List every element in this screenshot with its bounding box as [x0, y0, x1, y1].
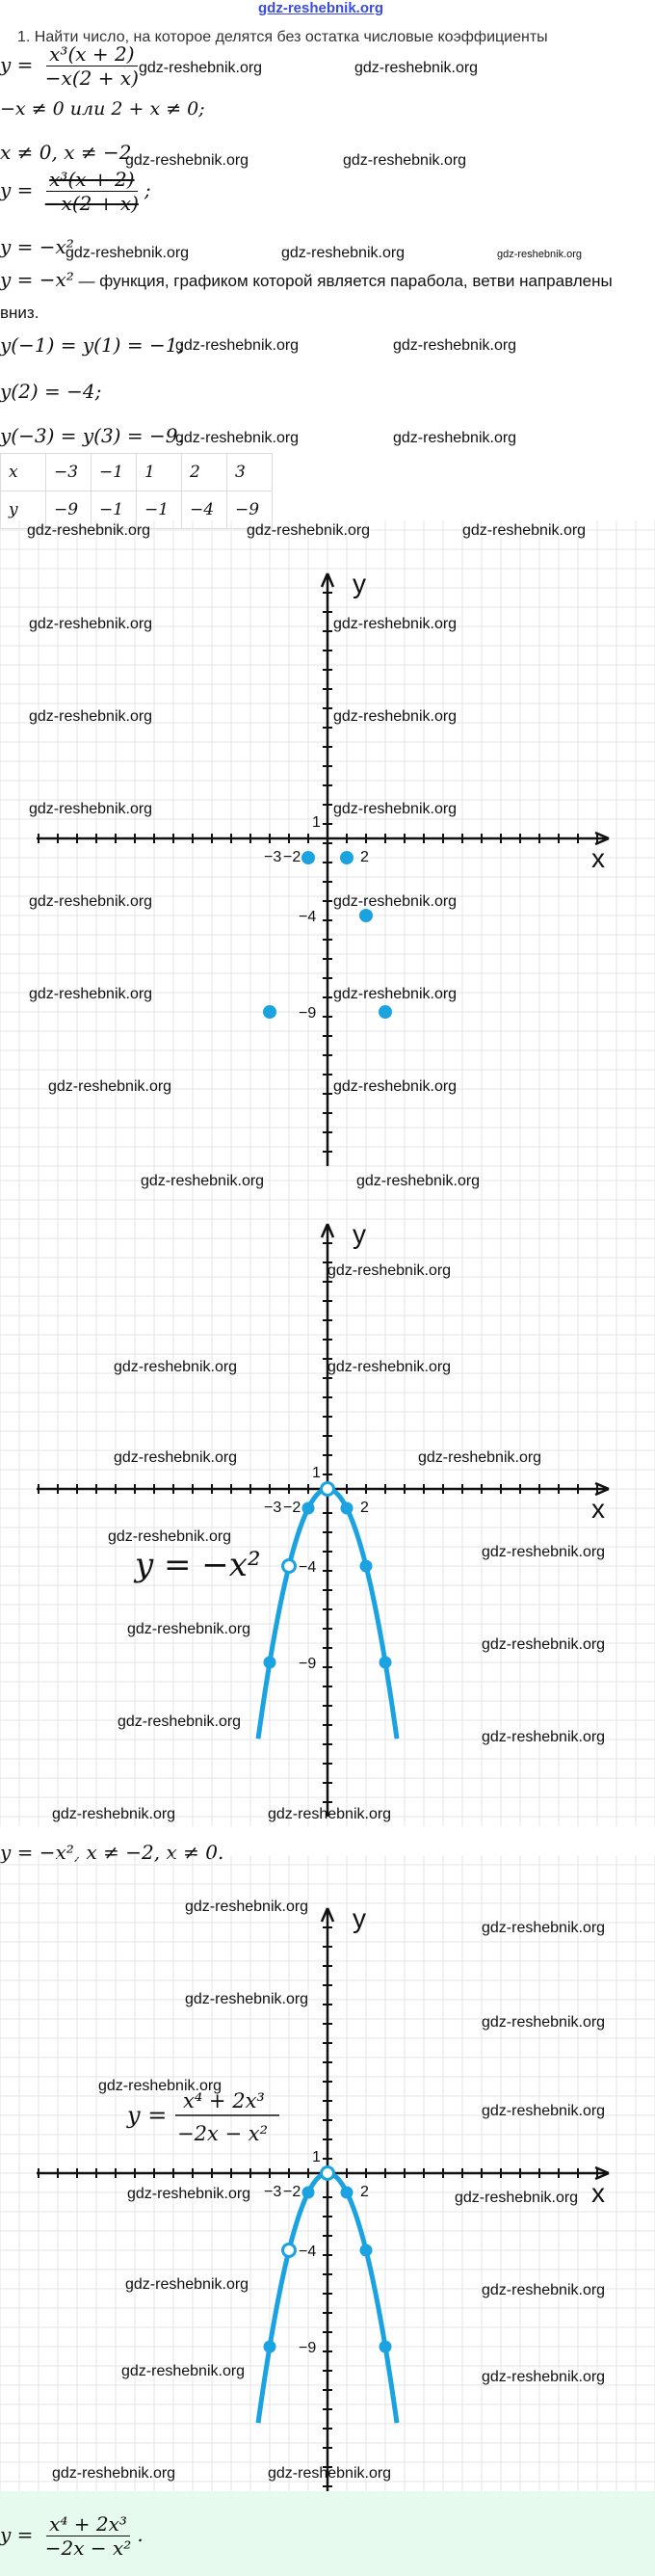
- watermark: gdz-reshebnik.org: [114, 1359, 238, 1375]
- watermark: gdz-reshebnik.org: [29, 708, 153, 725]
- eq1-numerator: x³(x + 2): [46, 42, 137, 66]
- watermark: gdz-reshebnik.org: [482, 2014, 606, 2031]
- tick-label-2: 2: [360, 1500, 369, 1516]
- watermark: gdz-reshebnik.org: [108, 1528, 232, 1545]
- watermark: gdz-reshebnik.org: [114, 1449, 238, 1466]
- watermark: gdz-reshebnik.org: [29, 986, 153, 1002]
- watermark: gdz-reshebnik.org: [247, 522, 371, 539]
- graph-points: [0, 520, 655, 1176]
- data-point: [341, 1502, 354, 1515]
- watermark: gdz-reshebnik.org: [118, 1713, 242, 1730]
- watermark: gdz-reshebnik.org: [127, 1621, 251, 1637]
- y-axis-label: y: [353, 1903, 366, 1933]
- final-lhs: y =: [0, 2523, 34, 2546]
- graph-formula: y = −x²: [135, 1546, 261, 1584]
- value-line-1: y(−1) = y(1) = −1;: [0, 333, 185, 357]
- eq2-lhs: y =: [0, 178, 34, 201]
- watermark: gdz-reshebnik.org: [328, 1262, 452, 1279]
- tick-label-1: 1: [312, 1465, 321, 1481]
- eq1-denominator: −x(2 + x): [44, 66, 139, 90]
- description: [0, 264, 655, 330]
- eq2-fraction: [42, 168, 142, 215]
- graph-formula-numerator: x⁴ + 2x³: [183, 2089, 265, 2112]
- watermark: gdz-reshebnik.org: [333, 801, 458, 817]
- watermark: gdz-reshebnik.org: [127, 2186, 251, 2202]
- eq2-denominator: −x(2 + x): [44, 192, 139, 215]
- equation-1: [0, 42, 144, 90]
- watermark: gdz-reshebnik.org: [482, 1636, 606, 1653]
- watermark: gdz-reshebnik.org: [121, 2363, 246, 2379]
- tick-label-m2: −2: [283, 849, 301, 865]
- site-watermark-link[interactable]: gdz-reshebnik.org: [258, 0, 384, 16]
- y-axis-label: y: [353, 569, 366, 598]
- table-cell: −4: [182, 491, 227, 529]
- tick-label-m4: −4: [299, 1559, 317, 1576]
- table-cell: −3: [46, 454, 92, 491]
- tick-label-1: 1: [312, 814, 321, 831]
- tick-label-m3: −3: [264, 849, 282, 865]
- watermark: gdz-reshebnik.org: [333, 708, 458, 725]
- final-formula: [0, 2512, 144, 2560]
- watermark: gdz-reshebnik.org: [141, 1173, 265, 1189]
- table-cell: −1: [92, 454, 137, 491]
- tick-label-2: 2: [360, 2184, 369, 2200]
- graph-formula-denominator: −2x − x²: [177, 2122, 269, 2145]
- domain-line: x ≠ 0, x ≠ −2: [0, 141, 132, 164]
- data-point: [360, 2244, 373, 2257]
- tick-label-m2: −2: [283, 1500, 301, 1516]
- excluded-point: [283, 2244, 296, 2257]
- final-denominator: −2x − x²: [44, 2536, 132, 2560]
- watermark: gdz-reshebnik.org: [139, 60, 263, 76]
- data-point: [341, 2187, 354, 2199]
- eq2-tail: ;: [144, 178, 151, 201]
- data-point: [264, 1657, 276, 1669]
- task-text: Найти число, на которое делятся без остатка числовые коэффициенты: [34, 29, 548, 45]
- table-cell: −9: [46, 491, 92, 529]
- task-number: 1.: [17, 29, 31, 45]
- eq1-fraction: [42, 42, 142, 90]
- final-fraction: [42, 2512, 135, 2560]
- table-cell: 1: [137, 454, 182, 491]
- watermark: gdz-reshebnik.org: [482, 1729, 606, 1745]
- watermark: gdz-reshebnik.org: [393, 337, 517, 354]
- excluded-point: [283, 1560, 296, 1573]
- watermark: gdz-reshebnik.org: [29, 801, 153, 817]
- tick-label-m3: −3: [264, 1500, 282, 1516]
- watermark: gdz-reshebnik.org: [418, 1449, 542, 1466]
- watermark: gdz-reshebnik.org: [29, 616, 153, 632]
- watermark: gdz-reshebnik.org: [52, 2465, 176, 2482]
- y-axis-label: y: [353, 1219, 366, 1249]
- watermark: gdz-reshebnik.org: [328, 1359, 452, 1375]
- watermark: gdz-reshebnik.org: [482, 2103, 606, 2119]
- description-math: y = −x²: [0, 268, 74, 291]
- watermark: gdz-reshebnik.org: [268, 1806, 392, 1822]
- tick-label-m4: −4: [299, 2244, 317, 2260]
- watermark: gdz-reshebnik.org: [333, 893, 458, 910]
- watermark: gdz-reshebnik.org: [185, 1899, 309, 1915]
- simplified-line: y = −x²: [0, 235, 74, 258]
- table-cell: −1: [137, 491, 182, 529]
- watermark: gdz-reshebnik.org: [343, 152, 467, 169]
- value-line-3: y(−3) = y(3) = −9.: [0, 424, 184, 447]
- table-cell: x: [1, 454, 46, 491]
- table-cell: −1: [92, 491, 137, 529]
- restriction-line: y = −x², x ≠ −2, x ≠ 0.: [0, 1841, 224, 1864]
- watermark-small: gdz-reshebnik.org: [497, 249, 583, 260]
- data-point: [302, 2187, 315, 2199]
- final-answer-box: [0, 2491, 655, 2576]
- tick-label-m3: −3: [264, 2184, 282, 2200]
- watermark: gdz-reshebnik.org: [125, 152, 249, 169]
- watermark: gdz-reshebnik.org: [185, 1991, 309, 2007]
- data-point: [379, 1005, 392, 1019]
- watermark: gdz-reshebnik.org: [482, 2369, 606, 2385]
- data-point: [264, 2341, 276, 2353]
- final-tail: .: [137, 2523, 144, 2546]
- watermark: gdz-reshebnik.org: [354, 60, 479, 76]
- condition-line: −x ≠ 0 или 2 + x ≠ 0;: [0, 98, 205, 120]
- watermark: gdz-reshebnik.org: [333, 1078, 458, 1095]
- table-cell: 2: [182, 454, 227, 491]
- excluded-point: [322, 2167, 334, 2180]
- eq2-numerator: x³(x + 2): [46, 168, 137, 192]
- data-point: [380, 2341, 392, 2353]
- value-line-2: y(2) = −4;: [0, 380, 102, 403]
- data-point: [263, 1005, 276, 1019]
- data-point: [301, 851, 315, 864]
- equation-2: [0, 168, 151, 215]
- data-point: [360, 1560, 373, 1573]
- watermark: gdz-reshebnik.org: [175, 337, 300, 354]
- graph-parabola: [0, 1171, 655, 1826]
- table-row-x: [1, 454, 273, 491]
- watermark: gdz-reshebnik.org: [125, 2276, 249, 2293]
- watermark: gdz-reshebnik.org: [268, 2465, 392, 2482]
- watermark: gdz-reshebnik.org: [356, 1173, 481, 1189]
- x-axis-label: x: [591, 1494, 605, 1524]
- data-point: [302, 1502, 315, 1515]
- watermark: gdz-reshebnik.org: [281, 245, 406, 261]
- tick-label-2: 2: [360, 849, 369, 865]
- watermark: gdz-reshebnik.org: [29, 893, 153, 910]
- table-cell: y: [1, 491, 46, 529]
- x-axis-label: x: [591, 2178, 605, 2208]
- tick-label-m2: −2: [283, 2184, 301, 2200]
- excluded-point: [322, 1483, 334, 1496]
- watermark: gdz-reshebnik.org: [52, 1806, 176, 1822]
- watermark: gdz-reshebnik.org: [482, 2282, 606, 2298]
- graph-formula-lhs: y =: [127, 2102, 168, 2129]
- watermark: gdz-reshebnik.org: [175, 430, 300, 446]
- watermark: gdz-reshebnik.org: [66, 245, 190, 261]
- watermark: gdz-reshebnik.org: [482, 1544, 606, 1560]
- watermark: gdz-reshebnik.org: [333, 616, 458, 632]
- tick-label-m9: −9: [299, 1005, 317, 1022]
- data-point: [359, 909, 373, 922]
- tick-label-m9: −9: [299, 1656, 317, 1672]
- watermark: gdz-reshebnik.org: [393, 430, 517, 446]
- watermark: gdz-reshebnik.org: [455, 2190, 579, 2206]
- watermark: gdz-reshebnik.org: [48, 1078, 172, 1095]
- tick-label-1: 1: [312, 2149, 321, 2165]
- graph-original-function: [0, 1855, 655, 2501]
- watermark: gdz-reshebnik.org: [482, 1920, 606, 1936]
- description-text: — функция, графиком которой является парабола, ветви направлены вниз.: [0, 272, 613, 322]
- table-cell: 3: [227, 454, 273, 491]
- data-point: [340, 851, 354, 864]
- watermark: gdz-reshebnik.org: [98, 2078, 223, 2094]
- tick-label-m4: −4: [299, 909, 317, 925]
- values-table: [0, 453, 273, 529]
- x-axis-label: x: [591, 843, 605, 873]
- tick-label-m9: −9: [299, 2340, 317, 2356]
- eq1-lhs: y =: [0, 53, 34, 76]
- watermark: gdz-reshebnik.org: [462, 522, 587, 539]
- data-point: [380, 1657, 392, 1669]
- final-numerator: x⁴ + 2x³: [46, 2512, 130, 2536]
- watermark: gdz-reshebnik.org: [333, 986, 458, 1002]
- watermark: gdz-reshebnik.org: [27, 522, 151, 539]
- table-cell: −9: [227, 491, 273, 529]
